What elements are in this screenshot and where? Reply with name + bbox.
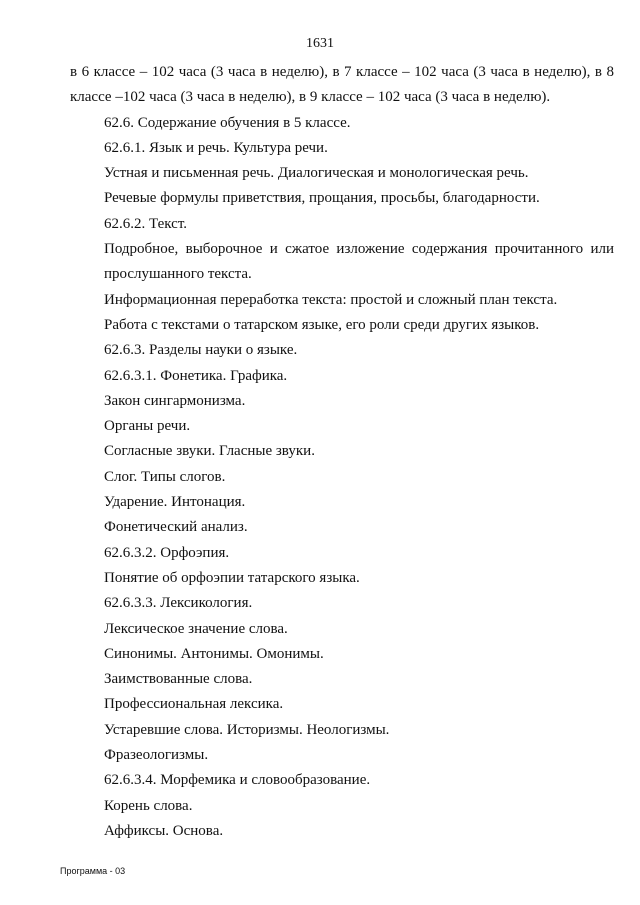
list-item: Ударение. Интонация. [104, 494, 246, 511]
list-item: Понятие об орфоэпии татарского языка. [104, 569, 360, 586]
section-heading-sciences: 62.6.3. Разделы науки о языке. [104, 342, 298, 359]
list-item: Органы речи. [104, 418, 191, 435]
list-item: Аффиксы. Основа. [104, 822, 224, 839]
list-item: Фонетический анализ. [104, 519, 248, 536]
list-item: Устаревшие слова. Историзмы. Неологизмы. [104, 721, 390, 738]
section-heading-content: 62.6. Содержание обучения в 5 классе. [104, 114, 351, 131]
list-item: Согласные звуки. Гласные звуки. [104, 443, 315, 460]
paragraph-hours: в 6 классе – 102 часа (3 часа в неделю), в 7 классе – 102 часа (3 часа в неделю), в 8 классе –102 часа (3 часа в неделю), в 9 классе – 102 часа (3 часа в неделю). [70, 64, 614, 106]
list-item: Корень слова. [104, 797, 193, 814]
list-item: Синонимы. Антонимы. Омонимы. [104, 645, 324, 662]
section-heading-morphemics: 62.6.3.4. Морфемика и словообразование. [104, 772, 371, 789]
paragraph-retelling: Подробное, выборочное и сжатое изложение содержания прочитанного или прослушанного текста. [104, 241, 614, 283]
list-item: Профессиональная лексика. [104, 696, 284, 713]
paragraph: Устная и письменная речь. Диалогическая и монологическая речь. [104, 165, 529, 182]
page-number: 1631 [306, 36, 334, 51]
section-heading-phonetics: 62.6.3.1. Фонетика. Графика. [104, 367, 288, 384]
section-heading-orthoepy: 62.6.3.2. Орфоэпия. [104, 544, 230, 561]
paragraph: Информационная переработка текста: простой и сложный план текста. [104, 291, 558, 308]
document-body [70, 60, 614, 844]
list-item: Закон сингармонизма. [104, 392, 246, 409]
section-heading-lexicology: 62.6.3.3. Лексикология. [104, 595, 253, 612]
page-footer: Программа - 03 [60, 866, 126, 876]
paragraph: Работа с текстами о татарском языке, его роли среди других языков. [104, 316, 540, 333]
paragraph: Речевые формулы приветствия, прощания, просьбы, благодарности. [104, 190, 540, 207]
list-item: Заимствованные слова. [104, 671, 253, 688]
list-item: Слог. Типы слогов. [104, 468, 226, 485]
section-heading-text: 62.6.2. Текст. [104, 215, 187, 232]
list-item: Лексическое значение слова. [104, 620, 288, 637]
list-item: Фразеологизмы. [104, 747, 209, 764]
section-heading-language: 62.6.1. Язык и речь. Культура речи. [104, 139, 328, 156]
